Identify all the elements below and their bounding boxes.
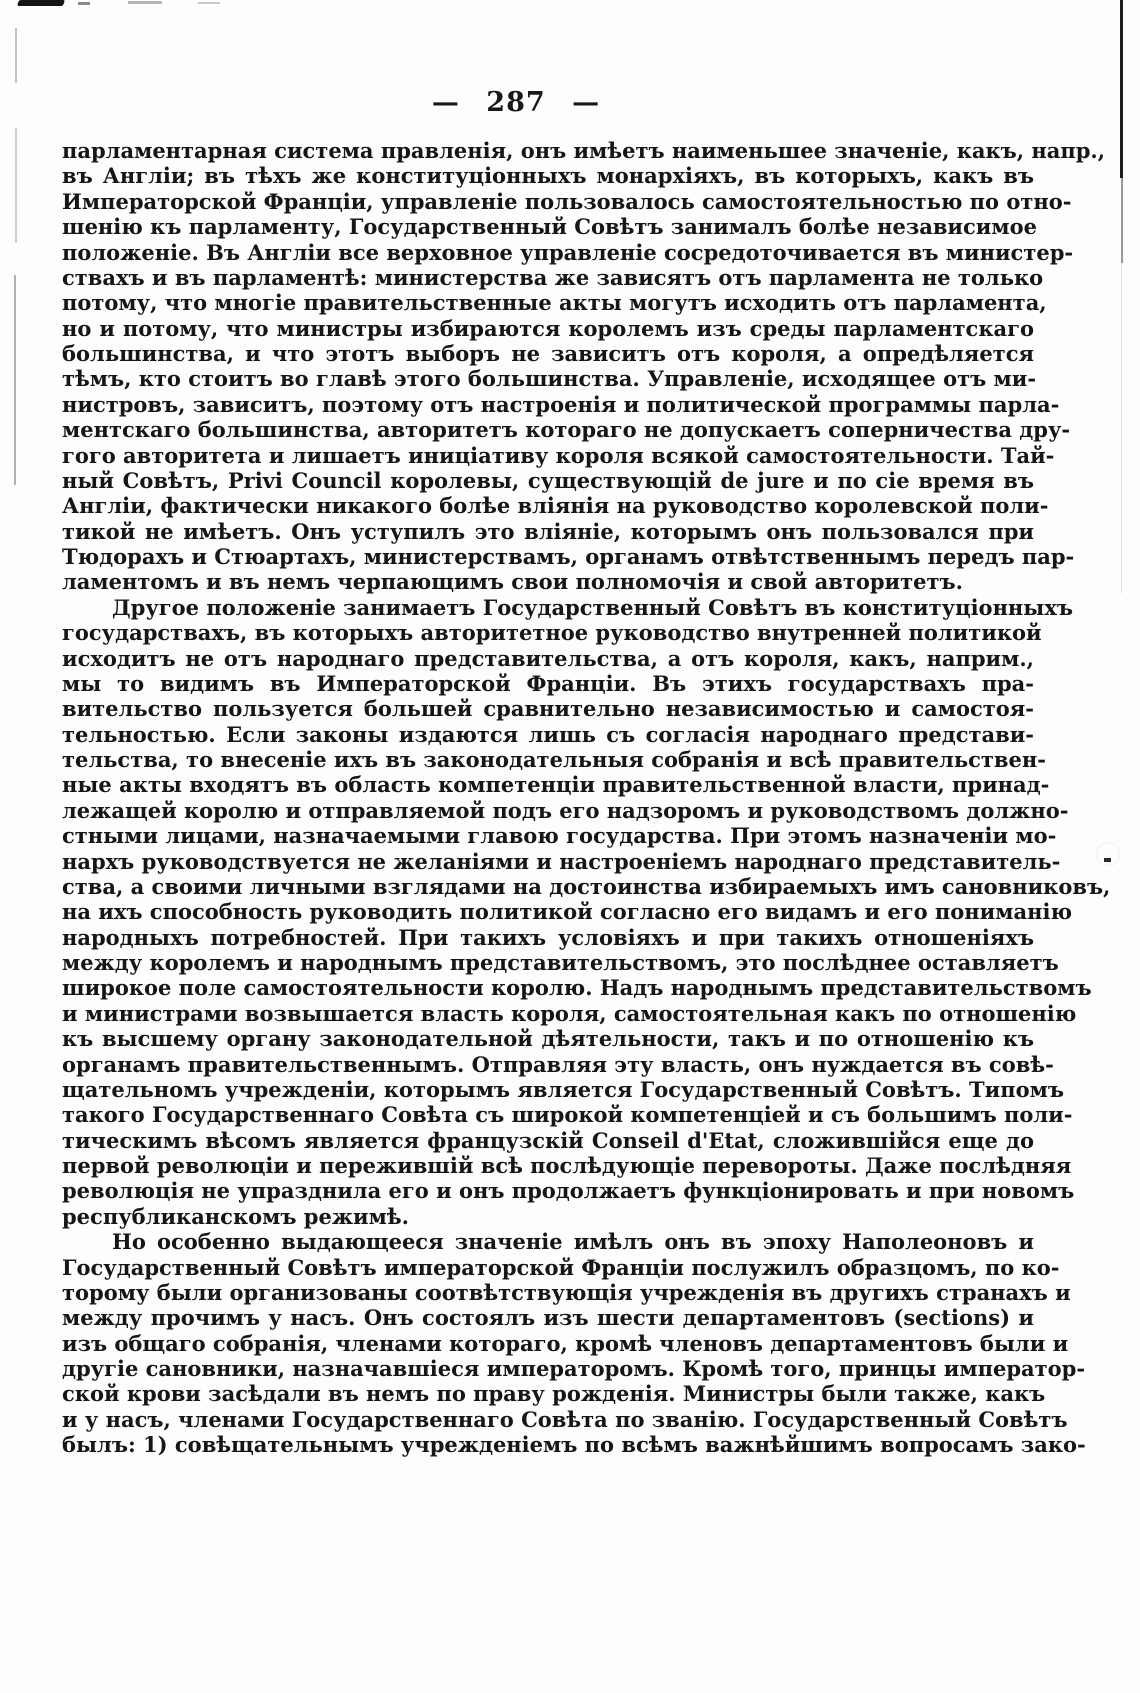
text-line: лежащей королю и отправляемой подъ его надзоромъ и руководствомъ должно-: [62, 797, 1069, 823]
paragraph-1: [62, 138, 1106, 595]
text-line: тельностью. Если законы издаются лишь съ согласія народнаго представи-: [62, 721, 1034, 747]
text-line: другіе сановники, назначавшіеся императоромъ. Кромѣ того, принцы император-: [62, 1356, 1086, 1381]
text-line: Тюдорахъ и Стюартахъ, министерствамъ, органамъ отвѣтственнымъ передъ пар-: [62, 544, 1075, 569]
body-text: [62, 138, 1111, 1458]
text-line: щательномъ учрежденіи, которымъ является Государственный Совѣтъ. Типомъ: [62, 1076, 1064, 1102]
scan-speck-right-margin: [1096, 842, 1120, 866]
text-line: первой революціи и пережившій всѣ послѣдующіе перевороты. Даже послѣдняя: [62, 1153, 1072, 1178]
text-line: республиканскомъ режимѣ.: [62, 1203, 409, 1229]
text-line: положеніе. Въ Англіи все верховное управленіе сосредоточивается въ министер-: [62, 239, 1074, 265]
text-line: къ высшему органу законодательной дѣятельности, такъ и по отношенію къ: [62, 1026, 1034, 1052]
paragraph-3: [62, 1229, 1086, 1458]
text-line: потому, что многіе правительственные акты могутъ исходить отъ парламента,: [62, 290, 1047, 316]
text-line: и у насъ, членами Государственнаго Совѣта по званію. Государственный Совѣтъ: [62, 1406, 1068, 1432]
paragraph-2: [62, 594, 1111, 1229]
text-line: Другое положеніе занимаетъ Государственный Совѣтъ въ конституціонныхъ: [112, 594, 1073, 620]
scan-edge-line-left: [15, 28, 17, 83]
text-line: торому были организованы соотвѣтствующія учрежденія въ другихъ странахъ и: [62, 1279, 1071, 1305]
text-line: народныхъ потребностей. При такихъ условіяхъ и при такихъ отношеніяхъ: [62, 924, 1034, 950]
text-line: ской крови засѣдали въ немъ по праву рожденія. Министры были также, какъ: [62, 1381, 1046, 1407]
scan-speck-right-margin: [1104, 858, 1111, 862]
text-line: ства, а своими личными взглядами на достоинства избираемыхъ имъ сановниковъ,: [62, 873, 1111, 899]
text-line: но и потому, что министры избираются королемъ изъ среды парламентскаго: [62, 315, 1034, 341]
text-line: между прочимъ у насъ. Онъ состоялъ изъ шести департаментовъ (sections) и: [62, 1305, 1034, 1331]
text-line: ствахъ и въ парламентѣ: министерства же зависятъ отъ парламента не только: [62, 264, 1044, 290]
text-line: шенію къ парламенту, Государственный Совѣтъ занималъ болѣе независимое: [62, 214, 1037, 240]
text-line: ментскаго большинства, авторитетъ котораго не допускаетъ соперничества дру-: [62, 417, 1071, 443]
text-line: въ Англіи; въ тѣхъ же конституціонныхъ монархіяхъ, въ которыхъ, какъ въ: [62, 163, 1034, 189]
text-line: изъ общаго собранія, членами котораго, кромѣ членовъ департаментовъ были и: [62, 1330, 1069, 1356]
text-line: тельства, то внесеніе ихъ въ законодательныя собранія и всѣ правительствен-: [62, 747, 1046, 772]
scan-edge-line-right: [1121, 178, 1123, 263]
text-line: такого Государственнаго Совѣта съ широкой компетенціей и съ большимъ поли-: [62, 1102, 1073, 1128]
text-line: между королемъ и народнымъ представительствомъ, это послѣднее оставляетъ: [62, 950, 1059, 975]
text-line: органамъ правительственнымъ. Отправляя эту власть, онъ нуждается въ совѣ-: [62, 1051, 1054, 1077]
scan-edge-line-left: [14, 275, 16, 485]
scan-edge-line-left: [15, 128, 17, 243]
text-line: и министрами возвышается власть короля, самостоятельная какъ по отношенію: [62, 1000, 1077, 1026]
text-line: ламентомъ и въ немъ черпающимъ свои полномочія и свой авторитетъ.: [62, 569, 963, 595]
text-line: широкое поле самостоятельности королю. Надъ народнымъ представительствомъ: [62, 975, 1092, 1001]
text-line: нистровъ, зависитъ, поэтому отъ настроенія и политической программы парла-: [62, 391, 1060, 417]
text-line: парламентарная система правленія, онъ имѣетъ наименьшее значеніе, какъ, напр.,: [62, 138, 1106, 163]
text-line: вительство пользуется большей сравнительно независимостью и самостоя-: [62, 696, 1034, 722]
text-line: тѣмъ, кто стоитъ во главѣ этого большинства. Управленіе, исходящее отъ ми-: [62, 366, 1037, 392]
text-line: тикой не имѣетъ. Онъ уступилъ это вліяніе, которымъ онъ пользовался при: [62, 518, 1034, 544]
text-line: Государственный Совѣтъ императорской Франціи послужилъ образцомъ, по ко-: [62, 1254, 1060, 1280]
text-line: стными лицами, назначаемыми главою государства. При этомъ назначеніи мо-: [62, 823, 1057, 849]
text-line: гого авторитета и лишаетъ иниціативу короля всякой самостоятельности. Тай-: [62, 442, 1055, 468]
scan-dash-top-left: [78, 2, 90, 5]
text-line: Императорской Франціи, управленіе пользовалось самостоятельностью по отно-: [62, 188, 1072, 214]
scan-dash-top-left: [198, 2, 220, 4]
text-line: на ихъ способность руководить политикой согласно его видамъ и его пониманію: [62, 899, 1072, 925]
text-line: Англіи, фактически никакого болѣе вліянія на руководство королевской поли-: [62, 493, 1049, 519]
text-line: ные акты входятъ въ область компетенціи правительственной власти, принад-: [62, 772, 1050, 798]
scan-smudge-top-left: [17, 0, 65, 6]
text-line: ный Совѣтъ, Privi Council королевы, существующій de jure и по сіе время въ: [62, 467, 1034, 493]
scan-edge-line-right: [1120, 0, 1123, 178]
text-line: большинства, и что этотъ выборъ не зависитъ отъ короля, а опредѣляется: [62, 341, 1034, 366]
text-line: былъ: 1) совѣщательнымъ учрежденіемъ по всѣмъ важнѣйшимъ вопросамъ зако-: [62, 1432, 1086, 1458]
text-line: тическимъ вѣсомъ является французскій Conseil d'Etat, сложившійся еще до: [62, 1127, 1034, 1153]
text-line: Но особенно выдающееся значеніе имѣлъ онъ въ эпоху Наполеоновъ и: [112, 1229, 1034, 1255]
text-line: мы то видимъ въ Императорской Франціи. Въ этихъ государствахъ пра-: [62, 670, 1034, 696]
text-line: революція не упразднила его и онъ продолжаетъ функціонировать и при новомъ: [62, 1178, 1075, 1204]
page-number: — 287 —: [431, 87, 601, 118]
text-line: государствахъ, въ которыхъ авторитетное руководство внутренней политикой: [62, 620, 1042, 646]
text-line: исходитъ не отъ народнаго представительства, а отъ короля, какъ, наприм.,: [62, 645, 1034, 671]
scan-edge-line-right: [1121, 263, 1122, 593]
text-line: нархъ руководствуется не желаніями и настроеніемъ народнаго представитель-: [62, 848, 1061, 874]
scan-dash-top-left: [128, 1, 162, 4]
